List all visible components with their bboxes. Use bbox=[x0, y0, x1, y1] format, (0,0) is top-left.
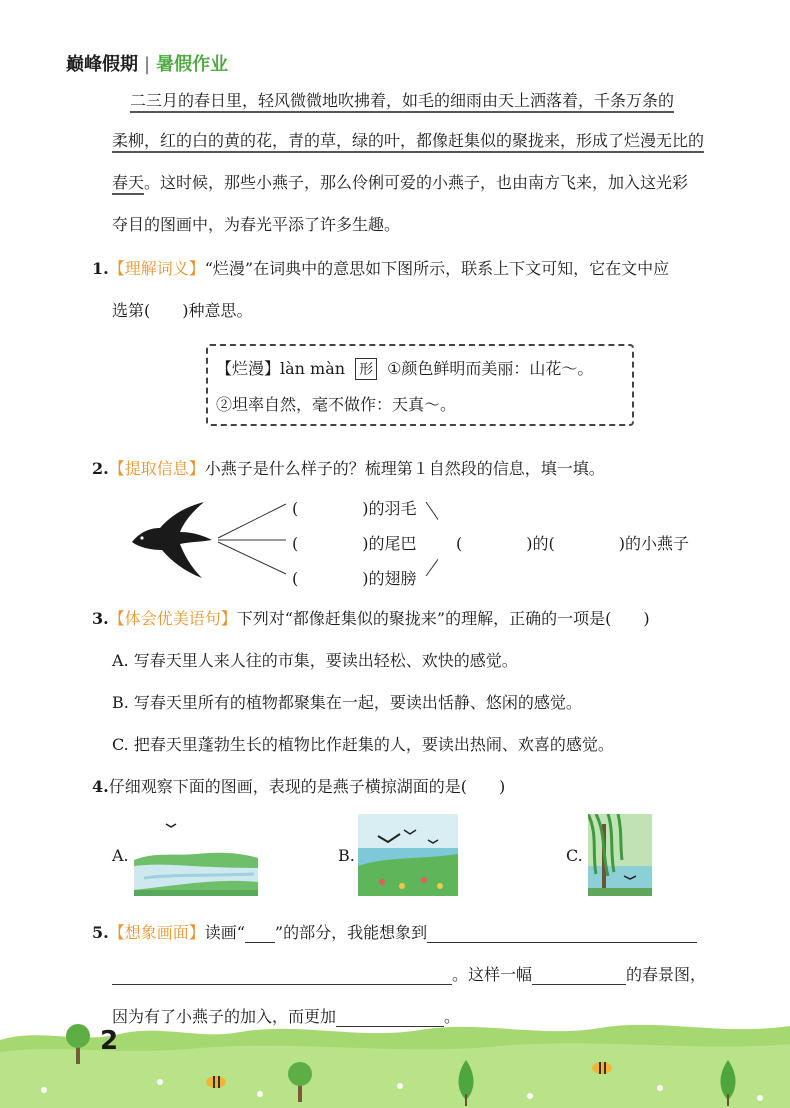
q4-label-c[interactable]: C. bbox=[566, 846, 583, 865]
passage-line-1: 二三月的春日里，轻风微微地吹拂着，如毛的细雨由天上洒落着，千条万条的 bbox=[130, 88, 674, 111]
wing-blank[interactable]: ( )的翅膀 bbox=[292, 569, 417, 588]
bee-icon bbox=[206, 1076, 226, 1088]
passage-line-2: 柔柳，红的白的黄的花，青的草，绿的叶，都像赶集似的聚拢来，形成了烂漫无比的 bbox=[112, 128, 704, 151]
page-number: 2 bbox=[100, 1026, 119, 1056]
header-subtitle: 暑假作业 bbox=[156, 54, 229, 75]
question-5-line-2: 。这样一幅 的春景图， bbox=[112, 962, 706, 985]
small-swallow-icon bbox=[166, 824, 176, 827]
question-2: 2.【提取信息】小燕子是什么样子的？梳理第１自然段的信息，填一填。 bbox=[92, 459, 605, 478]
q2-tag: 【提取信息】 bbox=[108, 459, 205, 478]
q5-blank-imagine-1[interactable] bbox=[427, 924, 697, 943]
swallow-icon bbox=[132, 502, 212, 578]
q4-label-b[interactable]: B. bbox=[338, 846, 355, 865]
feather-blank[interactable]: ( )的羽毛 bbox=[292, 499, 417, 518]
grass-footer bbox=[0, 1010, 790, 1108]
question-4: 4.仔细观察下面的图画，表现的是燕子横掠湖面的是( ) bbox=[92, 777, 506, 796]
picture-b[interactable] bbox=[358, 814, 458, 896]
q5-blank-part[interactable] bbox=[245, 924, 275, 943]
q3-option-c[interactable]: C. 把春天里蓬勃生长的植物比作赶集的人，要读出热闹、欢喜的感觉。 bbox=[112, 735, 614, 754]
question-5-line-3: 因为有了小燕子的加入，而更加 。 bbox=[112, 1007, 461, 1026]
question-1: 1.【理解词义】“烂漫”在词典中的意思如下图所示，联系上下文可知，它在文中应 bbox=[92, 259, 670, 278]
q5-tag: 【想象画面】 bbox=[108, 923, 205, 942]
bee-icon bbox=[592, 1062, 612, 1074]
passage-line-4: 夺目的图画中，为春光平添了许多生趣。 bbox=[112, 215, 401, 234]
q3-tag: 【体会优美语句】 bbox=[108, 609, 237, 628]
page-header bbox=[66, 50, 228, 76]
question-3: 3.【体会优美语句】下列对“都像赶集似的聚拢来”的理解，正确的一项是( ) bbox=[92, 609, 650, 628]
swallow-summary-blank[interactable]: ( )的( )的小燕子 bbox=[456, 534, 689, 553]
picture-c[interactable] bbox=[588, 814, 652, 896]
dict-line-2: ②坦率自然，毫不做作：天真～。 bbox=[216, 395, 457, 414]
q1-tag: 【理解词义】 bbox=[108, 259, 205, 278]
q4-label-a[interactable]: A. bbox=[112, 846, 129, 865]
q5-blank-imagine-2[interactable] bbox=[112, 966, 452, 985]
tail-blank[interactable]: ( )的尾巴 bbox=[292, 534, 417, 553]
passage-line-3: 春天。这时候，那些小燕子，那么伶俐可爱的小燕子，也由南方飞来，加入这光彩 bbox=[112, 170, 688, 193]
q3-option-b[interactable]: B. 写春天里所有的植物都聚集在一起，要读出恬静、悠闲的感觉。 bbox=[112, 693, 582, 712]
question-5: 5.【想象画面】读画“ ”的部分，我能想象到 bbox=[92, 920, 697, 943]
brand-title: 巅峰假期 bbox=[66, 54, 138, 75]
question-1-line-2: 选第( )种意思。 bbox=[112, 301, 253, 320]
dictionary-box bbox=[206, 344, 634, 426]
picture-a[interactable] bbox=[134, 816, 258, 896]
pos-badge: 形 bbox=[355, 358, 377, 380]
q5-blank-scene[interactable] bbox=[532, 966, 626, 985]
dict-line-1: 【烂漫】làn màn 形 ①颜色鲜明而美丽：山花～。 bbox=[216, 359, 594, 378]
header-separator: | bbox=[144, 54, 151, 75]
q3-option-a[interactable]: A. 写春天里人来人往的市集，要读出轻松、欢快的感觉。 bbox=[112, 651, 518, 670]
